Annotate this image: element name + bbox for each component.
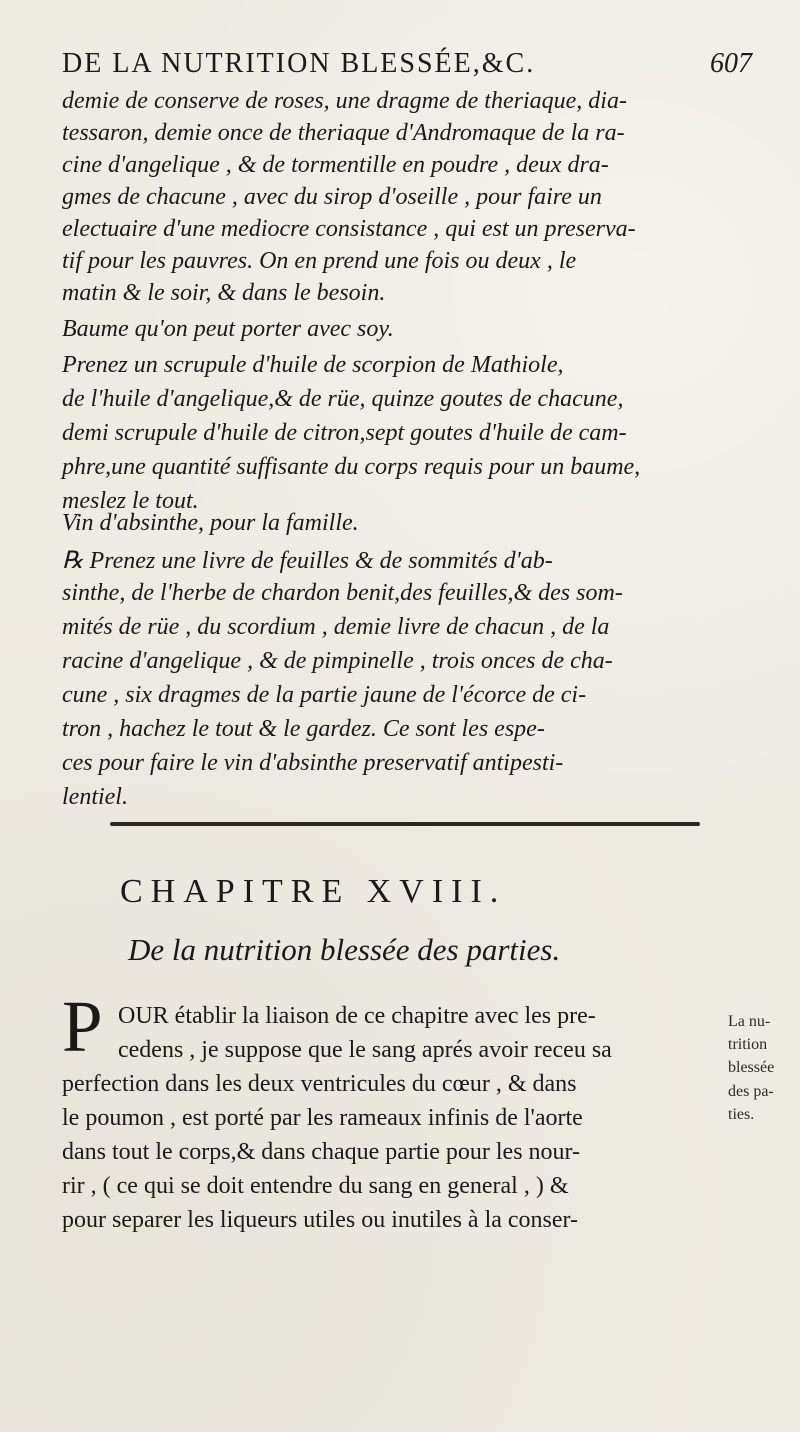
text-line: le poumon , est porté par les rameaux infinis de l'aorte [62, 1105, 583, 1131]
text-line: cune , six dragmes de la partie jaune de l'écorce de ci- [62, 682, 587, 708]
text-line: cedens , je suppose que le sang aprés avoir receu sa [118, 1037, 612, 1063]
text-line: racine d'angelique , & de pimpinelle , trois onces de cha- [62, 648, 613, 674]
text-line: demie de conserve de roses, une dragme de theriaque, dia- [62, 88, 627, 114]
chapter-heading: CHAPITRE XVIII. [120, 873, 507, 910]
section-heading: Vin d'absinthe, pour la famille. [62, 510, 359, 536]
text-line: perfection dans les deux ventricules du cœur , & dans [62, 1071, 577, 1097]
margin-note: La nu- trition blessée des pa- ties. [728, 1013, 775, 1123]
text-line: mités de rüe , du scordium , demie livre de chacun , de la [62, 614, 610, 640]
text-line: de l'huile d'angelique,& de rüe, quinze goutes de chacune, [62, 386, 624, 412]
text-line: Prenez un scrupule d'huile de scorpion de Mathiole, [62, 352, 564, 378]
text-line: tron , hachez le tout & le gardez. Ce sont les espe- [62, 716, 545, 742]
text-line: gmes de chacune , avec du sirop d'oseille , pour faire un [62, 184, 602, 210]
section-heading: Baume qu'on peut porter avec soy. [62, 316, 394, 342]
text-line: ℞ Prenez une livre de feuilles & de sommités d'ab- [62, 548, 553, 574]
text-line: lentiel. [62, 784, 128, 810]
text-line: tessaron, demie once de theriaque d'Andromaque de la ra- [62, 120, 625, 146]
page-number: 607 [710, 48, 752, 79]
chapter-subtitle: De la nutrition blessée des parties. [128, 932, 561, 967]
text-line: electuaire d'une mediocre consistance , qui est un preserva- [62, 216, 636, 242]
text-line: tif pour les pauvres. On en prend une fois ou deux , le [62, 248, 577, 274]
text-line: sinthe, de l'herbe de chardon benit,des feuilles,& des som- [62, 580, 623, 606]
text-line: ces pour faire le vin d'absinthe preservatif antipesti- [62, 750, 564, 776]
text-line: pour separer les liqueurs utiles ou inutiles à la conser- [62, 1207, 579, 1233]
section-divider [110, 822, 700, 826]
text-line: rir , ( ce qui se doit entendre du sang en general , ) & [62, 1173, 569, 1199]
text-line: dans tout le corps,& dans chaque partie pour les nour- [62, 1139, 581, 1165]
running-title: DE LA NUTRITION BLESSÉE,&C. [62, 48, 536, 79]
page-header [62, 40, 752, 88]
text-line: cine d'angelique , & de tormentille en poudre , deux dra- [62, 152, 609, 178]
drop-cap: P [62, 986, 103, 1067]
text-line: phre,une quantité suffisante du corps requis pour un baume, [62, 454, 641, 480]
text-line: matin & le soir, & dans le besoin. [62, 280, 386, 306]
text-line: OUR établir la liaison de ce chapitre avec les pre- [118, 1003, 596, 1029]
text-line: demi scrupule d'huile de citron,sept goutes d'huile de cam- [62, 420, 627, 446]
text-line: meslez le tout. [62, 488, 199, 514]
